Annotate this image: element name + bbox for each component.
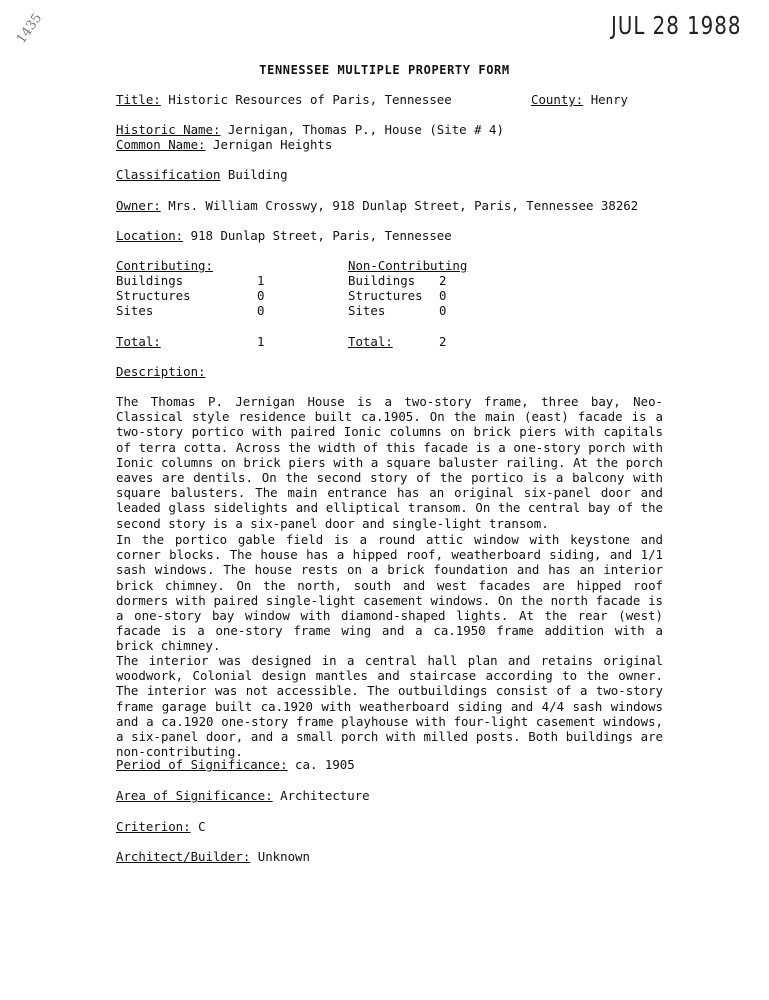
- contributing-count: 1: [257, 273, 265, 288]
- historic-name-value: Jernigan, Thomas P., House (Site # 4): [227, 122, 504, 137]
- county-value: Henry: [590, 92, 628, 107]
- contributing-count: 0: [257, 303, 265, 318]
- area-label: Area of Significance:: [116, 788, 273, 803]
- total-label: Total:: [116, 334, 161, 349]
- owner-row: [116, 198, 638, 213]
- title-row: [116, 92, 452, 107]
- title-value: Historic Resources of Paris, Tennessee: [168, 92, 452, 107]
- historic-name-label: Historic Name:: [116, 122, 221, 137]
- contributing-header: Contributing:: [116, 258, 213, 273]
- row-label: Sites: [116, 303, 154, 318]
- noncontributing-count: 2: [439, 273, 447, 288]
- period-label: Period of Significance:: [116, 757, 288, 772]
- description-paragraph: In the portico gable field is a round attic window with keystone and corner blocks. The house has a hipped roof, weatherboard siding, and 1/1 sash windows. The house rests on a brick foundation and has an interior brick chimney. On the north, south and west facades are hipped roof dormers with paired single-light casement windows. On the north facade is a one-story bay window with diamond-shaped lights. At the rear (west) facade is a one-story frame wing and a ca.1950 frame addition with a brick chimney.: [116, 532, 663, 654]
- criterion-label: Criterion:: [116, 819, 191, 834]
- nc-row-label: Structures: [348, 288, 423, 303]
- location-value: 918 Dunlap Street, Paris, Tennessee: [190, 228, 452, 243]
- common-name-label: Common Name:: [116, 137, 206, 152]
- total-nc-label: Total:: [348, 334, 393, 349]
- owner-value: Mrs. William Crosswy, 918 Dunlap Street, Paris, Tennessee 38262: [168, 198, 639, 213]
- common-name-value: Jernigan Heights: [213, 137, 333, 152]
- nc-row-label: Sites: [348, 303, 386, 318]
- owner-label: Owner:: [116, 198, 161, 213]
- location-label: Location:: [116, 228, 184, 243]
- date-stamp: JUL 28 1988: [611, 12, 742, 41]
- architect-row: [116, 849, 310, 864]
- location-row: [116, 228, 452, 243]
- title-label: Title:: [116, 92, 161, 107]
- classification-value: Building: [227, 167, 288, 182]
- row-label: Buildings: [116, 273, 184, 288]
- county-label: County:: [531, 92, 584, 107]
- pencil-note: 1435: [14, 10, 46, 47]
- county-row: [531, 92, 628, 107]
- criterion-row: [116, 819, 206, 834]
- noncontributing-count: 0: [439, 303, 447, 318]
- noncontributing-header: Non-Contributing: [348, 258, 468, 273]
- noncontributing-count: 0: [439, 288, 447, 303]
- description-paragraph: The Thomas P. Jernigan House is a two-story frame, three bay, Neo-Classical style residence built ca.1905. On the main (east) facade is a two-story portico with paired Ionic columns on brick piers with capitals of terra cotta. Across the width of this facade is a one-story porch with Ionic columns on brick piers with a square baluster railing. At the porch eaves are dentils. On the second story of the portico is a balcony with square balusters. The main entrance has an original six-panel door and leaded glass sidelights and elliptical transom. On the central bay of the second story is a six-panel door and single-light transom.: [116, 394, 663, 531]
- area-value: Architecture: [280, 788, 370, 803]
- form-heading: TENNESSEE MULTIPLE PROPERTY FORM: [259, 63, 510, 77]
- architect-value: Unknown: [257, 849, 310, 864]
- architect-label: Architect/Builder:: [116, 849, 251, 864]
- historic-name-row: [116, 122, 504, 137]
- area-row: [116, 788, 370, 803]
- nc-row-label: Buildings: [348, 273, 416, 288]
- classification-label: Classification: [116, 167, 221, 182]
- total-contributing: 1: [257, 334, 265, 349]
- classification-row: [116, 167, 288, 182]
- period-row: [116, 757, 355, 772]
- description-label: Description:: [116, 364, 206, 379]
- contributing-count: 0: [257, 288, 265, 303]
- total-noncontributing: 2: [439, 334, 447, 349]
- common-name-row: [116, 137, 332, 152]
- criterion-value: C: [198, 819, 206, 834]
- row-label: Structures: [116, 288, 191, 303]
- period-value: ca. 1905: [295, 757, 355, 772]
- description-paragraph: The interior was designed in a central hall plan and retains original woodwork, Colonial design mantles and staircase according to the owner. The interior was not accessible. The outbuildings consist of a two-story frame garage built ca.1920 with weatherboard siding and 4/4 sash windows and a ca.1920 one-story frame playhouse with four-light casement windows, a six-panel door, and a small porch with milled posts. Both buildings are non-contributing.: [116, 653, 663, 760]
